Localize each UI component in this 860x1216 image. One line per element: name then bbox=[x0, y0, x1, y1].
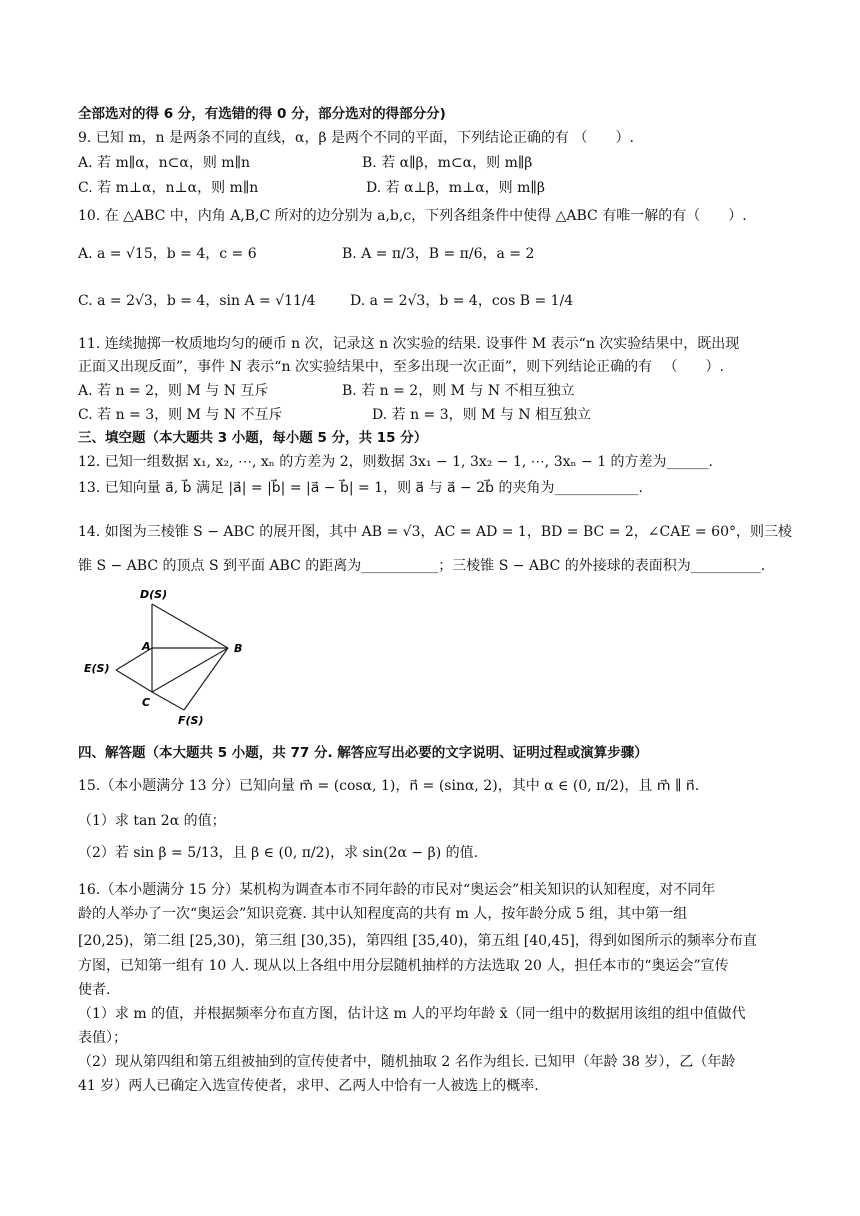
q11-stem-line1: 11. 连续抛掷一枚质地均匀的硬币 n 次，记录这 n 次实验的结果. 设事件 M 表示“n 次实验结果中，既出现 bbox=[78, 336, 740, 352]
q10-option-d: D. a = 2√3，b = 4，cos B = 1/4 bbox=[350, 293, 574, 309]
q9-stem: 9. 已知 m，n 是两条不同的直线，α，β 是两个不同的平面，下列结论正确的有 （ ）. bbox=[78, 130, 634, 146]
q11-option-a: A. 若 n = 2，则 M 与 N 互斥 bbox=[78, 383, 269, 399]
q13: 13. 已知向量 a⃗, b⃗ 满足 |a⃗| = |b⃗| = |a⃗ − b⃗| = 1，则 a⃗ 与 a⃗ − 2b⃗ 的夹角为____________. bbox=[78, 480, 643, 496]
net-figure bbox=[80, 584, 270, 730]
section4-title: 四、解答题（本大题共 5 小题，共 77 分. 解答应写出必要的文字说明、证明过程或演算步骤） bbox=[78, 745, 648, 761]
q16-line2: 龄的人举办了一次“奥运会”知识竞赛. 其中认知程度高的共有 m 人，按年龄分成 5 组，其中第一组 bbox=[78, 906, 688, 922]
section2-note: 全部选对的得 6 分，有选错的得 0 分，部分选对的得部分分) bbox=[78, 106, 446, 122]
q16-part2-line2: 41 岁）两人已确定入选宣传使者，求甲、乙两人中恰有一人被选上的概率. bbox=[78, 1078, 539, 1094]
q9-option-a: A. 若 m∥α，n⊂α，则 m∥n bbox=[78, 155, 251, 171]
section3-title: 三、填空题（本大题共 3 小题，每小题 5 分，共 15 分） bbox=[78, 430, 428, 446]
q16-line3: [20,25)，第二组 [25,30)，第三组 [30,35)，第四组 [35,40)，第五组 [40,45]，得到如图所示的频率分布直 bbox=[78, 933, 757, 949]
q16-part2-line1: （2）现从第四组和第五组被抽到的宣传使者中，随机抽取 2 名作为组长. 已知甲（年龄 38 岁），乙（年龄 bbox=[78, 1054, 736, 1070]
q16-part1-line1: （1）求 m 的值，并根据频率分布直方图，估计这 m 人的平均年龄 x̄（同一组中的数据用该组的组中值做代 bbox=[78, 1006, 746, 1022]
label-e: E(S) bbox=[84, 662, 110, 675]
label-b: B bbox=[234, 642, 243, 655]
q9-option-b: B. 若 α∥β，m⊂α，则 m∥β bbox=[362, 155, 533, 171]
q11-option-c: C. 若 n = 3，则 M 与 N 不互斥 bbox=[78, 407, 283, 423]
q10-option-a: A. a = √15，b = 4，c = 6 bbox=[78, 246, 257, 262]
q14-line1: 14. 如图为三棱锥 S − ABC 的展开图，其中 AB = √3，AC = AD = 1，BD = BC = 2，∠CAE = 60°，则三棱 bbox=[78, 524, 792, 540]
q10-option-c: C. a = 2√3，b = 4，sin A = √11/4 bbox=[78, 293, 316, 309]
q10-option-b: B. A = π/3，B = π/6，a = 2 bbox=[342, 246, 535, 262]
q15-part1: （1）求 tan 2α 的值； bbox=[78, 813, 226, 829]
q15-part2: （2）若 sin β = 5/13，且 β ∈ (0, π/2)，求 sin(2α − β) 的值. bbox=[78, 845, 479, 861]
label-f: F(S) bbox=[178, 714, 204, 727]
q12: 12. 已知一组数据 x₁, x₂, ⋯, xₙ 的方差为 2，则数据 3x₁ − 1, 3x₂ − 1, ⋯, 3xₙ − 1 的方差为______. bbox=[78, 454, 713, 470]
label-a: A bbox=[142, 640, 151, 653]
q11-option-b: B. 若 n = 2，则 M 与 N 不相互独立 bbox=[342, 383, 575, 399]
label-c: C bbox=[142, 696, 151, 709]
q9-option-d: D. 若 α⊥β，m⊥α，则 m∥β bbox=[366, 180, 545, 196]
q16-line1: 16.（本小题满分 15 分）某机构为调查本市不同年龄的市民对“奥运会”相关知识的认知程度，对不同年 bbox=[78, 882, 716, 898]
q16-part1-line2: 表值）； bbox=[78, 1030, 127, 1046]
q11-stem-line2: 正面又出现反面”，事件 N 表示“n 次实验结果中，至多出现一次正面”，则下列结论正确的有 （ ）. bbox=[78, 359, 724, 375]
q14-line2: 锥 S − ABC 的顶点 S 到平面 ABC 的距离为___________；三棱锥 S − ABC 的外接球的表面积为__________. bbox=[78, 558, 766, 574]
q11-option-d: D. 若 n = 3，则 M 与 N 相互独立 bbox=[372, 407, 592, 423]
label-d: D(S) bbox=[140, 588, 168, 601]
q9-option-c: C. 若 m⊥α，n⊥α，则 m∥n bbox=[78, 180, 259, 196]
q10-stem: 10. 在 △ABC 中，内角 A,B,C 所对的边分别为 a,b,c，下列各组条件中使得 △ABC 有唯一解的有（ ）. bbox=[78, 208, 747, 224]
q16-line4: 方图，已知第一组有 10 人. 现从以上各组中用分层随机抽样的方法选取 20 人，担任本市的“奥运会”宣传 bbox=[78, 958, 729, 974]
q16-line5: 使者. bbox=[78, 982, 111, 998]
q15-stem: 15.（本小题满分 13 分）已知向量 m⃗ = (cosα, 1)，n⃗ = (sinα, 2)，其中 α ∈ (0, π/2)，且 m⃗ ∥ n⃗. bbox=[78, 778, 700, 794]
